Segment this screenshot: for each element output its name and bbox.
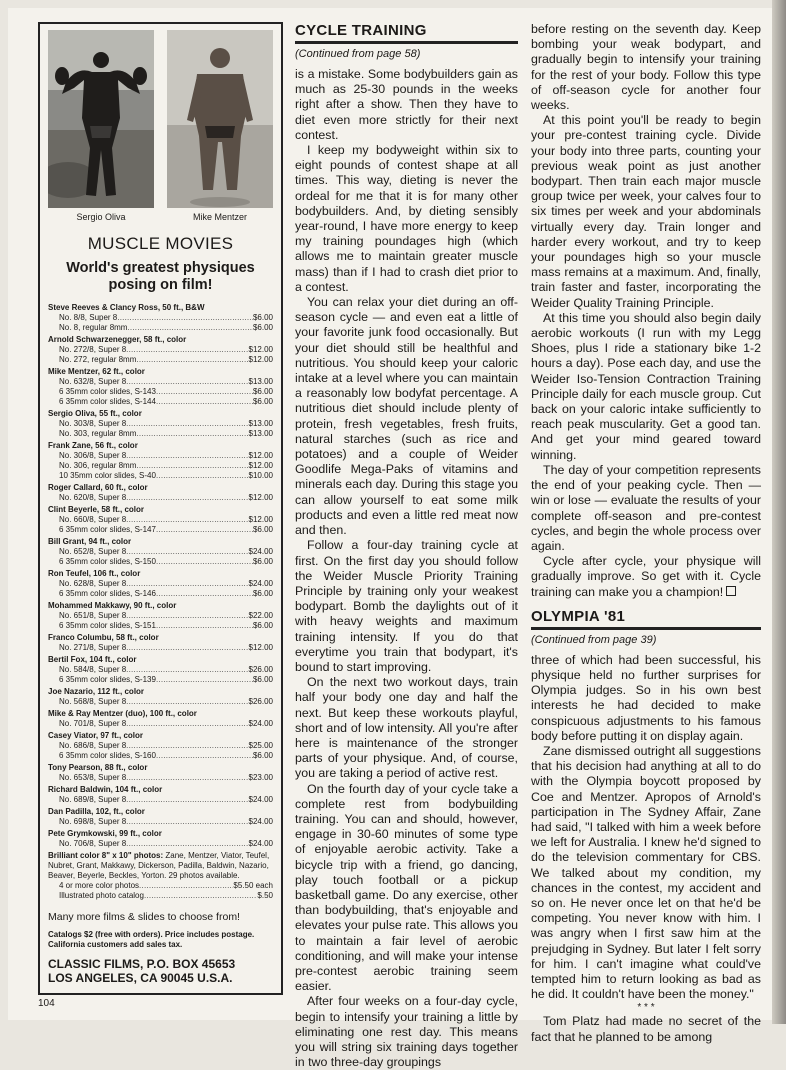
cycle-paragraph: Follow a four-day training cycle at first. On the first day you should follow the Weider Muscle Priority Training Principle by training only your weakest bodypart. Bomb the daylights out of it with heavy weights and maximum training intensity. If you do that everytime you train that bodypart, it's bound to start improving. xyxy=(295,538,518,674)
dot-leader xyxy=(136,355,248,365)
film-entry xyxy=(48,505,273,535)
film-title: Ron Teufel, 106 ft., color xyxy=(48,569,141,578)
film-title: Frank Zane, 56 ft., color xyxy=(48,441,138,450)
film-format: 6 35mm color slides, S-147 xyxy=(59,525,156,534)
film-format: 6 35mm color slides, S-160 xyxy=(59,751,156,760)
dot-leader xyxy=(156,397,253,407)
film-title: Pete Grymkowski, 99 ft., color xyxy=(48,829,162,838)
cycle-paragraph: before resting on the seventh day. Keep bombing your weak bodypart, and gradually begin to intensify your training for the rest of your body. Follow this type of off-season cycle for another four weeks. xyxy=(531,22,761,113)
film-price-line xyxy=(48,839,273,849)
film-price-line xyxy=(48,621,273,631)
dot-leader xyxy=(136,429,248,439)
film-format: No. 306/8, Super 8 xyxy=(59,451,127,460)
ad-subtitle: World's greatest physiques posing on film! xyxy=(66,260,255,293)
film-format: No. 584/8, Super 8 xyxy=(59,665,127,674)
film-entry xyxy=(48,409,273,439)
olympia-paragraph: three of which had been successful, his physique held no further surprises for Olympia judges. So in his own best interests he had decided to make conspicuous adjustments to his famous body before putting it on display again. xyxy=(531,652,761,743)
dot-leader xyxy=(156,751,253,761)
dot-leader xyxy=(126,377,248,387)
dot-leader xyxy=(126,795,248,805)
film-price: $10.00 xyxy=(248,471,273,480)
film-entry xyxy=(48,483,273,503)
film-price-line xyxy=(48,751,273,761)
film-price-line xyxy=(48,611,273,621)
dot-leader xyxy=(126,419,248,429)
film-title: Bill Grant, 94 ft., color xyxy=(48,537,132,546)
dot-leader xyxy=(126,547,248,557)
olympia-heading: OLYMPIA '81 xyxy=(531,608,761,630)
film-title: Mohammed Makkawy, 90 ft., color xyxy=(48,601,177,610)
film-price-line xyxy=(48,773,273,783)
film-price-line xyxy=(48,355,273,365)
film-entry xyxy=(48,335,273,365)
section-break: * * * xyxy=(637,1002,655,1014)
film-price-line xyxy=(48,451,273,461)
photo-offer-price: $5.50 each xyxy=(233,881,273,890)
dot-leader xyxy=(156,621,253,631)
film-entry xyxy=(48,763,273,783)
photo-price-line xyxy=(48,891,273,901)
film-price-line xyxy=(48,557,273,567)
film-price: $6.00 xyxy=(252,525,273,534)
cycle-paragraph: I keep my bodyweight within six to eight pounds of contest shape at all times. This way, dieting is never the ordeal for me that it is for many other bodybuilders. And, by dieting sensibly year-round, I have more energy to keep my training poundages high (which allows me to maintain greater muscle mass) than if I had to crash diet prior to a contest. xyxy=(295,143,518,294)
film-price-line xyxy=(48,493,273,503)
film-format: 6 35mm color slides, S-146 xyxy=(59,589,156,598)
film-price: $6.00 xyxy=(252,323,273,332)
film-format: No. 686/8, Super 8 xyxy=(59,741,127,750)
photo-offer-item: Illustrated photo catalog xyxy=(59,891,144,900)
dot-leader xyxy=(126,345,248,355)
cycle-paragraph: On the next two workout days, train half your body one day and half the next. But keep these workouts playful, short and of low intensity. All you're after here is maintenance of the stronger parts of your physique. And, of course, you are taking a period of active rest. xyxy=(295,675,518,781)
olympia-paragraph: Zane dismissed outright all suggestions that his decision had anything at all to do with the Olympia boycott proposed by Coe and Mentzer. Apropos of Arnold's participation in The Sydney Affair, Zane had said, "I talked with him a week before we left for Australia. I knew he'd signed to do the television commentary for CBS. We talked about my condition, my chances in the contest, my accident and so on. He never once let on that he'd be competing. You never know with him. I was angry when I first saw him at the prejudging in Sydney. But later I felt sorry for him. I can't imagine what could've tempted him to return looking as bad as he did. It couldn't have been the money." xyxy=(531,743,761,1002)
mailing-address xyxy=(48,957,273,985)
film-title: Tony Pearson, 88 ft., color xyxy=(48,763,148,772)
film-price: $13.00 xyxy=(248,377,273,386)
film-format: No. 303, regular 8mm xyxy=(59,429,137,438)
film-format: No. 653/8, Super 8 xyxy=(59,773,127,782)
film-price: $22.00 xyxy=(248,611,273,620)
dot-leader xyxy=(126,697,248,707)
dot-leader xyxy=(126,515,248,525)
film-title: Richard Baldwin, 104 ft., color xyxy=(48,785,163,794)
film-price-line xyxy=(48,719,273,729)
photos-offer xyxy=(48,851,273,901)
film-title: Dan Padilla, 102, ft., color xyxy=(48,807,145,816)
film-format: No. 660/8, Super 8 xyxy=(59,515,127,524)
film-price: $24.00 xyxy=(248,719,273,728)
film-format: 6 35mm color slides, S-143 xyxy=(59,387,156,396)
film-price: $13.00 xyxy=(248,419,273,428)
film-format: No. 706/8, Super 8 xyxy=(59,839,127,848)
film-entry xyxy=(48,441,273,481)
cycle-paragraph: You can relax your diet during an off-season cycle — and even eat a little of your favorite junk food occasionally. But your diet should still be healthful and nutritious. You should keep your caloric intake at a level where you can maintain a reasonably low bodyfat percentage. A nutritious diet should include plenty of protein, fresh vegetables, fresh fruits, natural starches (such as rice and potatoes) and a couple of Weider Goodlife Mega-Paks of vitamins and minerals each day. During this stage you can allow yourself to eat some milk products and even a little red meat now and then. xyxy=(295,295,518,538)
film-entry xyxy=(48,731,273,761)
film-format: No. 271/8, Super 8 xyxy=(59,643,127,652)
film-format: No. 689/8, Super 8 xyxy=(59,795,127,804)
ad-photos xyxy=(48,30,273,208)
cycle-paragraph: The day of your competition represents the end of your peaking cycle. Then — win or lose — evaluate the results of your complete off-season and pre-contest cycles, and begin the whole process over again. xyxy=(531,462,761,553)
film-price-line xyxy=(48,377,273,387)
olympia-body xyxy=(531,653,761,1003)
dot-leader xyxy=(156,589,253,599)
film-price: $24.00 xyxy=(248,579,273,588)
cycle-body-continued xyxy=(531,22,761,554)
film-format: No. 8, regular 8mm xyxy=(59,323,128,332)
film-price: $6.00 xyxy=(252,751,273,760)
more-films-note: Many more films & slides to choose from! xyxy=(48,911,240,923)
film-price-line xyxy=(48,579,273,589)
cycle-paragraph: is a mistake. Some bodybuilders gain as much as 25-30 pounds in the weeks right after a show. Then they have to diet even more strictly for their next contest. xyxy=(295,67,518,142)
dot-leader xyxy=(127,323,253,333)
film-title: Casey Viator, 97 ft., color xyxy=(48,731,144,740)
film-entry xyxy=(48,367,273,407)
film-entry xyxy=(48,537,273,567)
dot-leader xyxy=(126,839,248,849)
film-entry xyxy=(48,633,273,653)
cycle-final-paragraph xyxy=(531,554,761,600)
film-format: No. 701/8, Super 8 xyxy=(59,719,127,728)
dot-leader xyxy=(126,493,248,503)
cycle-training-heading: CYCLE TRAINING xyxy=(295,22,518,44)
film-format: No. 306, regular 8mm xyxy=(59,461,137,470)
page-number: 104 xyxy=(38,998,55,1009)
film-price-line xyxy=(48,741,273,751)
film-entry xyxy=(48,303,273,333)
cycle-paragraph: On the fourth day of your cycle take a complete rest from bodybuilding training. You can and should, however, engage in 30-60 minutes of some type of enjoyable aerobic activity. Take a bicycle trip with a friend, go dancing, play touch football or a pickup basketball game. Do any exercise, other than bodybuilding, that's enjoyable and elevates your pulse rate. This allows you to maintain a fair level of aerobic conditioning, and will make your intense pre-contest aerobic training seem easier. xyxy=(295,781,518,994)
dot-leader xyxy=(136,461,248,471)
olympia-continued-note: (Continued from page 39) xyxy=(531,633,657,646)
film-format: 6 35mm color slides, S-151 xyxy=(59,621,156,630)
dot-leader xyxy=(144,891,257,901)
cycle-paragraph: At this point you'll be ready to begin your pre-contest training cycle. Divide your body into three parts, counting your previous weak point as just another bodypart. Then train each major muscle group twice per week, your calves four to six times per week and your abdominals virtually every day. Train longer and harder every workout, and try to keep your poundages high so your muscle mass remains at a maximum. And, finally, train faster and faster, incorporating the Weider Quality Training Principle. xyxy=(531,113,761,310)
film-price-line xyxy=(48,397,273,407)
film-entry xyxy=(48,569,273,599)
film-price-line xyxy=(48,419,273,429)
dot-leader xyxy=(156,471,249,481)
film-price-line xyxy=(48,547,273,557)
cycle-paragraph: After four weeks on a four-day cycle, begin to intensify your training a little by eliminating one rest day. This means you will string six training days together in two three-day groupings xyxy=(295,994,518,1070)
film-entry xyxy=(48,601,273,631)
film-title: Clint Beyerle, 58 ft., color xyxy=(48,505,145,514)
film-format: No. 272, regular 8mm xyxy=(59,355,137,364)
film-price-line xyxy=(48,345,273,355)
film-price-line xyxy=(48,697,273,707)
photo-offer-price: $.50 xyxy=(257,891,273,900)
cycle-paragraph: At this time you should also begin daily aerobic workouts (I run with my Legg Shoes, plus I ride a stationary bike 1-2 hours a day). Pose each day, and use the Weider Iso-Tension Contraction Training Principle daily for each muscle group. Cut back on your caloric intake sufficiently to reach peak muscularity. Get a good tan. And get your mind geared toward winning. xyxy=(531,310,761,462)
dot-leader xyxy=(126,719,248,729)
film-price-line xyxy=(48,665,273,675)
photo-offer-item: 4 or more color photos xyxy=(59,881,140,890)
film-price-line xyxy=(48,817,273,827)
film-price: $12.00 xyxy=(248,515,273,524)
dot-leader xyxy=(126,817,248,827)
photos-offer-text: Zane, Mentzer, Viator, Teufel, Nubret, Grant, Makkawy, Dickerson, Padilla, Baldwin, Nazario, Beaver, Beyerle, Beckles, Yorton. 29 photos available. xyxy=(48,851,270,880)
dot-leader xyxy=(126,643,248,653)
film-price: $24.00 xyxy=(248,817,273,826)
dot-leader xyxy=(117,313,253,323)
film-entry xyxy=(48,655,273,685)
film-entry xyxy=(48,785,273,805)
film-price: $6.00 xyxy=(252,557,273,566)
cycle-body xyxy=(295,67,518,1070)
photo-mike-mentzer xyxy=(167,30,273,208)
dot-leader xyxy=(126,773,248,783)
classic-films-ad xyxy=(38,22,283,995)
magazine-page xyxy=(8,8,778,1070)
film-format: 6 35mm color slides, S-150 xyxy=(59,557,156,566)
film-price: $26.00 xyxy=(248,665,273,674)
dot-leader xyxy=(126,741,248,751)
film-list xyxy=(48,303,273,849)
film-title: Bertil Fox, 104 ft., color xyxy=(48,655,137,664)
film-price-line xyxy=(48,429,273,439)
photo-sergio-oliva xyxy=(48,30,154,208)
film-price: $12.00 xyxy=(248,493,273,502)
film-format: No. 272/8, Super 8 xyxy=(59,345,127,354)
olympia-final-paragraph: Tom Platz had made no secret of the fact that he planned to be among xyxy=(531,1014,761,1044)
dot-leader xyxy=(126,611,248,621)
film-format: 10 35mm color slides, S-40 xyxy=(59,471,156,480)
caption-mike-mentzer: Mike Mentzer xyxy=(192,212,247,222)
film-price: $12.00 xyxy=(248,355,273,364)
film-price-line xyxy=(48,313,273,323)
dot-leader xyxy=(126,579,248,589)
film-entry xyxy=(48,709,273,729)
photo-price-line xyxy=(48,881,273,891)
film-price-line xyxy=(48,643,273,653)
film-title: Sergio Oliva, 55 ft., color xyxy=(48,409,142,418)
film-entry xyxy=(48,807,273,827)
film-format: No. 632/8, Super 8 xyxy=(59,377,127,386)
film-format: No. 568/8, Super 8 xyxy=(59,697,127,706)
film-format: 6 35mm color slides, S-144 xyxy=(59,397,156,406)
address-line-2: LOS ANGELES, CA 90045 U.S.A. xyxy=(48,971,233,985)
film-price: $6.00 xyxy=(252,621,273,630)
film-price: $12.00 xyxy=(248,461,273,470)
dot-leader xyxy=(156,387,253,397)
page-spine xyxy=(772,0,786,1024)
film-format: 6 35mm color slides, S-139 xyxy=(59,675,156,684)
film-title: Joe Nazario, 112 ft., color xyxy=(48,687,145,696)
film-price: $23.00 xyxy=(248,773,273,782)
dot-leader xyxy=(139,881,233,891)
film-format: No. 628/8, Super 8 xyxy=(59,579,127,588)
dot-leader xyxy=(126,451,248,461)
film-format: No. 652/8, Super 8 xyxy=(59,547,127,556)
film-price-line xyxy=(48,525,273,535)
film-title: Mike Mentzer, 62 ft., color xyxy=(48,367,145,376)
film-price: $12.00 xyxy=(248,345,273,354)
film-price-line xyxy=(48,387,273,397)
caption-sergio-oliva: Sergio Oliva xyxy=(76,212,126,222)
film-format: No. 620/8, Super 8 xyxy=(59,493,127,502)
film-price-line xyxy=(48,461,273,471)
film-entry xyxy=(48,687,273,707)
film-format: No. 698/8, Super 8 xyxy=(59,817,127,826)
address-line-1: CLASSIC FILMS, P.O. BOX 45653 xyxy=(48,957,236,971)
film-price-line xyxy=(48,323,273,333)
film-format: No. 8/8, Super 8 xyxy=(59,313,118,322)
cycle-final-text: Cycle after cycle, your physique will gradually improve. So get with it. Cycle training can make you a champion! xyxy=(531,554,761,599)
dot-leader xyxy=(126,665,248,675)
film-format: No. 303/8, Super 8 xyxy=(59,419,127,428)
cycle-continued-note: (Continued from page 58) xyxy=(295,48,421,60)
film-title: Steve Reeves & Clancy Ross, 50 ft., B&W xyxy=(48,303,205,312)
film-price-line xyxy=(48,589,273,599)
film-price: $24.00 xyxy=(248,547,273,556)
photos-offer-title: Brilliant color 8" x 10" photos: xyxy=(48,851,164,860)
film-price: $13.00 xyxy=(248,429,273,438)
article-column-2 xyxy=(295,22,518,1070)
film-price: $6.00 xyxy=(252,387,273,396)
film-price: $12.00 xyxy=(248,451,273,460)
film-title: Roger Callard, 60 ft., color xyxy=(48,483,148,492)
film-title: Franco Columbu, 58 ft., color xyxy=(48,633,159,642)
film-title: Arnold Schwarzenegger, 58 ft., color xyxy=(48,335,187,344)
film-price: $26.00 xyxy=(248,697,273,706)
film-price-line xyxy=(48,471,273,481)
end-mark-icon xyxy=(726,586,736,596)
photos-offer-prices xyxy=(48,881,273,901)
film-price: $6.00 xyxy=(252,397,273,406)
article-column-3 xyxy=(531,22,761,1045)
film-price-line xyxy=(48,795,273,805)
film-title: Mike & Ray Mentzer (duo), 100 ft., color xyxy=(48,709,197,718)
film-price: $24.00 xyxy=(248,839,273,848)
film-price: $25.00 xyxy=(248,741,273,750)
catalog-note: Catalogs $2 (free with orders). Price includes postage. California customers add sales tax. xyxy=(48,930,255,949)
dot-leader xyxy=(156,525,253,535)
film-entry xyxy=(48,829,273,849)
film-price: $6.00 xyxy=(252,675,273,684)
film-price: $6.00 xyxy=(252,589,273,598)
film-format: No. 651/8, Super 8 xyxy=(59,611,127,620)
film-price: $24.00 xyxy=(248,795,273,804)
film-price-line xyxy=(48,675,273,685)
film-price: $12.00 xyxy=(248,643,273,652)
film-price-line xyxy=(48,515,273,525)
film-price: $6.00 xyxy=(252,313,273,322)
dot-leader xyxy=(156,557,253,567)
ad-title: MUSCLE MOVIES xyxy=(87,234,234,253)
dot-leader xyxy=(156,675,253,685)
photo-captions xyxy=(48,212,273,222)
